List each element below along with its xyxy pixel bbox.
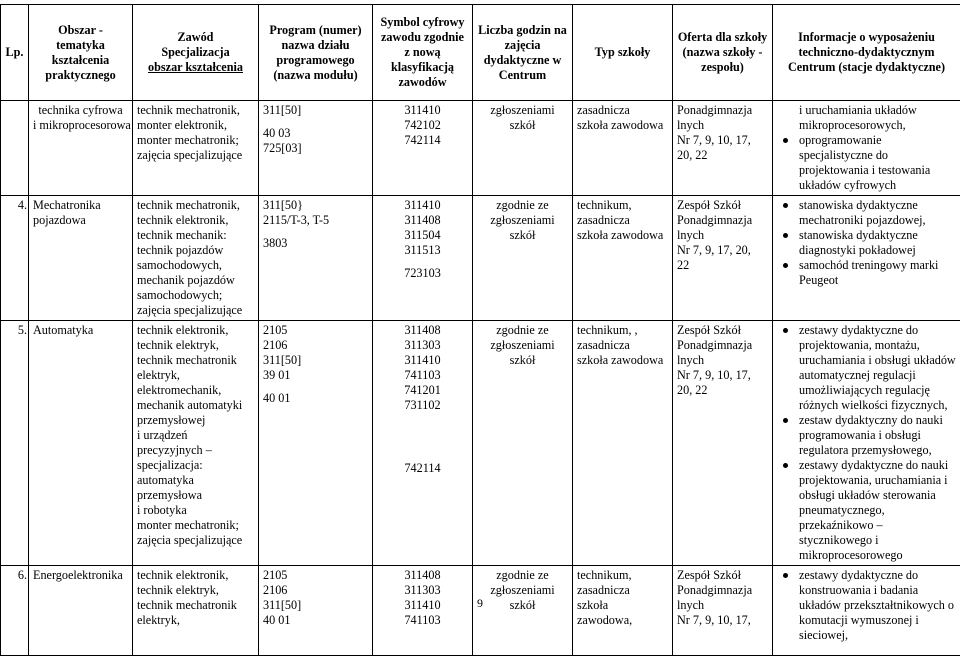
header-offer: Oferta dla szkoły (nazwa szkoły - zespołu) <box>673 5 773 101</box>
school-type-line: szkoła <box>577 598 668 613</box>
row-equipment <box>773 321 960 566</box>
equipment-item: zestawy dydaktyczne do konstruowania i badania układów przekształtnikowych o komutacji wymuszonej i sieciowej, <box>799 568 956 643</box>
hours-line: szkół <box>477 228 568 243</box>
row-equipment <box>773 101 960 196</box>
offer-line: 20, 22 <box>677 148 768 163</box>
symbol-line: 311303 <box>377 583 468 598</box>
offer-line: Ponadgimnazja <box>677 213 768 228</box>
symbol-line: 311303 <box>377 338 468 353</box>
offer-line: lnych <box>677 228 768 243</box>
symbol-line <box>377 413 468 421</box>
area-line: pojazdowa <box>33 213 128 228</box>
program-line: 3803 <box>263 236 368 251</box>
symbol-line: 741201 <box>377 383 468 398</box>
equipment-item: zestawy dydaktyczne do projektowania, montażu, uruchamiania i obsługi układów automatycznej regulacji umożliwiających regulację różnych wielkości fizycznych, <box>799 323 956 413</box>
curriculum-table <box>0 4 960 656</box>
offer-line: lnych <box>677 353 768 368</box>
profession-line: technik elektronik, <box>137 213 254 228</box>
row-area <box>29 196 133 321</box>
profession-line: i urządzeń <box>137 428 254 443</box>
offer-line: Nr 7, 9, 17, 20, <box>677 243 768 258</box>
header-lp: Lp. <box>1 5 29 101</box>
row-programs <box>259 196 373 321</box>
profession-line: technik mechatronik <box>137 353 254 368</box>
profession-line: monter mechatronik; <box>137 133 254 148</box>
table-row <box>1 196 960 321</box>
school-type-line: szkoła zawodowa <box>577 228 668 243</box>
profession-line: technik elektronik, <box>137 568 254 583</box>
symbol-line: 311410 <box>377 598 468 613</box>
offer-line: Zespół Szkół <box>677 323 768 338</box>
table-row <box>1 101 960 196</box>
row-lp <box>1 321 29 566</box>
profession-line: zajęcia specjalizujące <box>137 148 254 163</box>
profession-line: mechanik pojazdów <box>137 273 254 288</box>
equipment-list <box>777 103 956 193</box>
equipment-item: i uruchamiania układów mikroprocesorowych, <box>799 103 956 133</box>
profession-line: specjalizacja: <box>137 458 254 473</box>
symbol-line <box>377 421 468 429</box>
area-line: technika cyfrowa <box>33 103 128 118</box>
offer-line: Ponadgimnazja <box>677 103 768 118</box>
profession-line: technik elektryk, <box>137 583 254 598</box>
row-number: 4. <box>18 198 27 212</box>
offer-line: 22 <box>677 258 768 273</box>
table-header-row <box>1 5 960 101</box>
symbol-line: 731102 <box>377 398 468 413</box>
school-type-line: szkoła zawodowa <box>577 118 668 133</box>
program-line: 311[50} <box>263 198 368 213</box>
profession-line: samochodowych, <box>137 258 254 273</box>
equipment-item: samochód treningowy marki Peugeot <box>799 258 956 288</box>
symbol-line <box>377 258 468 266</box>
equipment-item: stanowiska dydaktyczne mechatroniki pojazdowej, <box>799 198 956 228</box>
program-line: 40 01 <box>263 613 368 628</box>
program-line: 311[50] <box>263 353 368 368</box>
header-profession-area: obszar kształcenia <box>137 60 254 75</box>
program-line: 311[50] <box>263 598 368 613</box>
symbol-line: 742102 <box>377 118 468 133</box>
school-type-line: zawodowa, <box>577 613 668 628</box>
row-symbols <box>373 196 473 321</box>
row-hours <box>473 101 573 196</box>
row-symbols <box>373 101 473 196</box>
program-line: 2106 <box>263 338 368 353</box>
hours-line: zgłoszeniami <box>477 583 568 598</box>
program-line: 40 03 <box>263 126 368 141</box>
row-professions <box>133 101 259 196</box>
school-type-line: technikum, <box>577 568 668 583</box>
area-line: Mechatronika <box>33 198 128 213</box>
school-type-line: szkoła zawodowa <box>577 353 668 368</box>
profession-line: przemysłowej <box>137 413 254 428</box>
header-profession-spec: Specjalizacja <box>137 45 254 60</box>
row-school-types <box>573 101 673 196</box>
program-line: 2106 <box>263 583 368 598</box>
symbol-line: 742114 <box>377 133 468 148</box>
symbol-line: 741103 <box>377 613 468 628</box>
symbol-line: 723103 <box>377 266 468 281</box>
offer-line: Ponadgimnazja <box>677 583 768 598</box>
profession-line: technik mechatronik <box>137 598 254 613</box>
row-offer <box>673 101 773 196</box>
profession-line: zajęcia specjalizujące <box>137 303 254 318</box>
equipment-item: zestaw dydaktyczny do nauki programowania i obsługi regulatora przemysłowego, <box>799 413 956 458</box>
row-number: 6. <box>18 568 27 582</box>
symbol-line: 311504 <box>377 228 468 243</box>
hours-line: szkół <box>477 598 568 613</box>
header-symbol: Symbol cyfrowy zawodu zgodnie z nową klasyfikacją zawodów <box>373 5 473 101</box>
symbol-line: 311410 <box>377 353 468 368</box>
profession-line: technik mechatronik, <box>137 103 254 118</box>
school-type-line: zasadnicza <box>577 213 668 228</box>
profession-line: automatyka <box>137 473 254 488</box>
row-equipment <box>773 196 960 321</box>
profession-line: monter elektronik, <box>137 118 254 133</box>
profession-line: i robotyka <box>137 503 254 518</box>
symbol-line <box>377 437 468 445</box>
hours-line: zgłoszeniami <box>477 338 568 353</box>
offer-line: Nr 7, 9, 10, 17, <box>677 613 768 628</box>
profession-line: technik mechanik: <box>137 228 254 243</box>
symbol-line <box>377 429 468 437</box>
header-equipment: Informacje o wyposażeniu techniczno-dydaktycznym Centrum (stacje dydaktyczne) <box>773 5 960 101</box>
hours-line: zgodnie ze <box>477 323 568 338</box>
symbol-line: 741103 <box>377 368 468 383</box>
profession-line: mechanik automatyki <box>137 398 254 413</box>
row-hours <box>473 196 573 321</box>
profession-line: technik mechatronik, <box>137 198 254 213</box>
offer-line: lnych <box>677 118 768 133</box>
offer-line: Nr 7, 9, 10, 17, <box>677 368 768 383</box>
program-line: 2115/T-3, T-5 <box>263 213 368 228</box>
profession-line: technik elektronik, <box>137 323 254 338</box>
school-type-line: technikum, <box>577 198 668 213</box>
profession-line: samochodowych; <box>137 288 254 303</box>
symbol-line: 311408 <box>377 213 468 228</box>
symbol-line: 311410 <box>377 103 468 118</box>
school-type-line: zasadnicza <box>577 583 668 598</box>
hours-line: zgłoszeniami <box>477 103 568 118</box>
header-profession <box>133 5 259 101</box>
area-line: i mikroprocesorowa <box>33 118 128 133</box>
area-line: Energoelektronika <box>33 568 128 583</box>
program-line: 39 01 <box>263 368 368 383</box>
school-type-line: zasadnicza <box>577 103 668 118</box>
row-symbols <box>373 321 473 566</box>
symbol-line: 311513 <box>377 243 468 258</box>
header-hours: Liczba godzin na zajęcia dydaktyczne w Centrum <box>473 5 573 101</box>
offer-line: Nr 7, 9, 10, 17, <box>677 133 768 148</box>
program-line: 311[50] <box>263 103 368 118</box>
school-type-line: technikum, , <box>577 323 668 338</box>
offer-line: Ponadgimnazja <box>677 338 768 353</box>
program-line: 2105 <box>263 323 368 338</box>
offer-line: Zespół Szkół <box>677 198 768 213</box>
header-area: Obszar - tematyka kształcenia praktycznego <box>29 5 133 101</box>
row-school-types <box>573 321 673 566</box>
row-offer <box>673 321 773 566</box>
equipment-item: stanowiska dydaktyczne diagnostyki pokładowej <box>799 228 956 258</box>
symbol-line: 742114 <box>377 461 468 476</box>
program-line: 725[03] <box>263 141 368 156</box>
row-area <box>29 321 133 566</box>
offer-line: 20, 22 <box>677 383 768 398</box>
symbol-line <box>377 453 468 461</box>
row-offer <box>673 196 773 321</box>
hours-line: zgodnie ze <box>477 198 568 213</box>
program-line: 2105 <box>263 568 368 583</box>
header-program: Program (numer) nazwa działu programowego (nazwa modułu) <box>259 5 373 101</box>
table-row <box>1 321 960 566</box>
profession-line: precyzyjnych – <box>137 443 254 458</box>
row-number: 5. <box>18 323 27 337</box>
row-area <box>29 101 133 196</box>
equipment-item: oprogramowanie specjalistyczne do projektowania i testowania układów cyfrowych <box>799 133 956 193</box>
hours-line: szkół <box>477 118 568 133</box>
profession-line: elektryk, <box>137 613 254 628</box>
program-line <box>263 118 368 126</box>
offer-line: lnych <box>677 598 768 613</box>
row-programs <box>259 321 373 566</box>
row-hours <box>473 321 573 566</box>
profession-line: zajęcia specjalizujące <box>137 533 254 548</box>
school-type-line: zasadnicza <box>577 338 668 353</box>
hours-line: zgodnie ze <box>477 568 568 583</box>
hours-line: zgłoszeniami <box>477 213 568 228</box>
row-lp <box>1 101 29 196</box>
page-number: 9 <box>0 596 960 611</box>
symbol-line: 311408 <box>377 568 468 583</box>
profession-line: elektromechanik, <box>137 383 254 398</box>
row-professions <box>133 196 259 321</box>
profession-line: elektryk, <box>137 368 254 383</box>
profession-line: przemysłowa <box>137 488 254 503</box>
hours-line: szkół <box>477 353 568 368</box>
offer-line: Zespół Szkół <box>677 568 768 583</box>
program-line <box>263 383 368 391</box>
header-profession-title: Zawód <box>137 30 254 45</box>
row-professions <box>133 321 259 566</box>
header-school-type: Typ szkoły <box>573 5 673 101</box>
symbol-line <box>377 445 468 453</box>
profession-line: technik elektryk, <box>137 338 254 353</box>
profession-line: technik pojazdów <box>137 243 254 258</box>
program-line <box>263 228 368 236</box>
row-lp <box>1 196 29 321</box>
equipment-item: zestawy dydaktyczne do nauki projektowania, uruchamiania i obsługi układów sterowania pneumatycznego, przekaźnikowo – stycznikowego i mikroprocesorowego <box>799 458 956 563</box>
program-line: 40 01 <box>263 391 368 406</box>
row-programs <box>259 101 373 196</box>
symbol-line: 311408 <box>377 323 468 338</box>
area-line: Automatyka <box>33 323 128 338</box>
symbol-line: 311410 <box>377 198 468 213</box>
equipment-list <box>777 198 956 288</box>
equipment-list <box>777 323 956 563</box>
row-school-types <box>573 196 673 321</box>
profession-line: monter mechatronik; <box>137 518 254 533</box>
